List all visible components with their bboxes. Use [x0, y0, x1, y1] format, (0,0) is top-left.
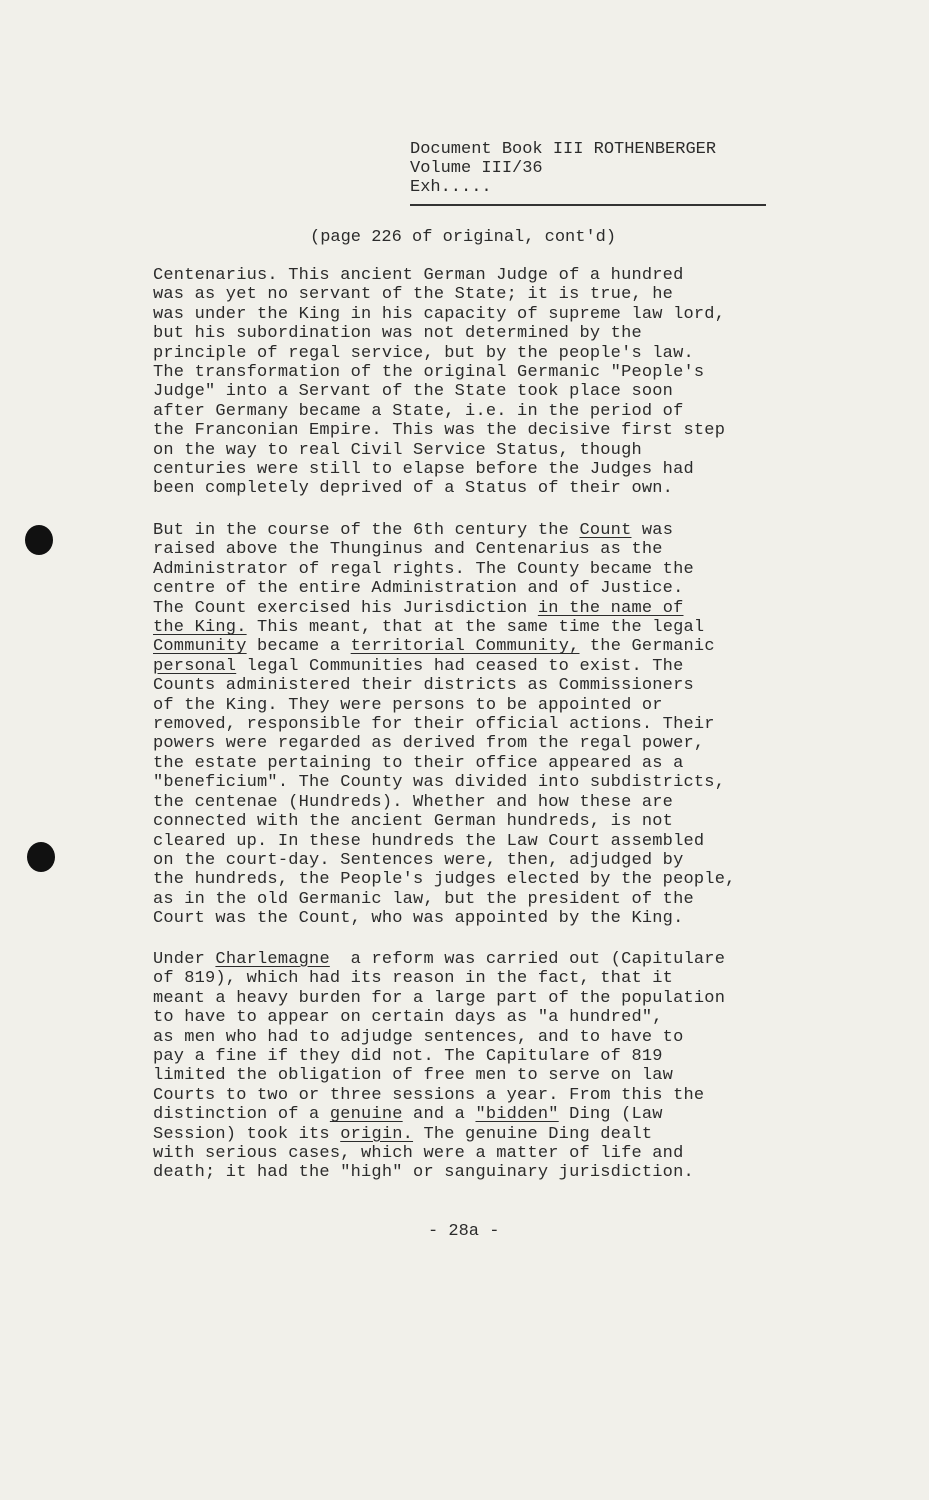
text-line: connected with the ancient German hundreds, is not: [153, 812, 674, 832]
underlined-text: Count: [579, 521, 632, 540]
text-line: the hundreds, the People's judges elected by the people,: [153, 870, 736, 890]
text-line: powers were regarded as derived from the regal power,: [153, 734, 705, 754]
text-line: was as yet no servant of the State; it is true, he: [153, 285, 674, 305]
underlined-text: territorial Community,: [350, 637, 580, 657]
header-line: Exh.....: [410, 178, 492, 197]
header-line: Volume III/36: [410, 159, 543, 178]
text-line: the Franconian Empire. This was the decisive first step: [153, 421, 726, 441]
text-line: Counts administered their districts as Commissioners: [153, 676, 694, 696]
punch-hole: [27, 842, 55, 872]
paragraph-1: [153, 266, 725, 499]
text-line: pay a fine if they did not. The Capitulare of 819: [153, 1047, 663, 1067]
text-line: Court was the Count, who was appointed by the King.: [153, 909, 684, 929]
text-line: meant a heavy burden for a large part of the population: [153, 988, 726, 1008]
underlined-text: "bidden": [475, 1105, 559, 1125]
underlined-text: Community: [153, 637, 247, 657]
text-line: Courts to two or three sessions a year. From this the: [153, 1085, 705, 1105]
underlined-text: origin.: [340, 1124, 414, 1144]
text-line: Centenarius. This ancient German Judge of a hundred: [153, 266, 684, 285]
text-run: The Count exercised his Jurisdiction: [153, 598, 538, 618]
text-line: on the way to real Civil Service Status, though: [153, 440, 642, 460]
text-line: with serious cases, which were a matter of life and: [153, 1144, 684, 1164]
header-line: Document Book III ROTHENBERGER: [410, 140, 717, 159]
text-line: the centenae (Hundreds). Whether and how these are: [153, 792, 674, 812]
header-divider: [410, 204, 766, 206]
text-run: The genuine Ding dealt: [413, 1124, 653, 1144]
text-run: Session) took its: [153, 1124, 341, 1144]
underlined-text: Charlemagne: [215, 950, 330, 969]
text-line: was under the King in his capacity of supreme law lord,: [153, 304, 726, 324]
text-line: centuries were still to elapse before the Judges had: [153, 460, 694, 480]
text-line: but his subordination was not determined by the: [153, 324, 642, 344]
text-run: was: [631, 521, 674, 540]
text-line: cleared up. In these hundreds the Law Court assembled: [153, 831, 705, 851]
paragraph-3: [153, 950, 725, 1183]
text-run: This meant, that at the same time the legal: [246, 618, 705, 638]
text-line: principle of regal service, but by the people's law.: [153, 343, 694, 363]
text-line: raised above the Thunginus and Centenarius as the: [153, 540, 663, 560]
text-run: and a: [402, 1105, 476, 1125]
text-line: Administrator of regal rights. The County became the: [153, 559, 694, 579]
text-line: Judge" into a Servant of the State took place soon: [153, 382, 674, 402]
text-line: The transformation of the original Germanic "People's: [153, 363, 705, 383]
text-line: removed, responsible for their official actions. Their: [153, 715, 715, 735]
text-line: to have to appear on certain days as "a hundred",: [153, 1008, 663, 1028]
text-line: after Germany became a State, i.e. in the period of: [153, 401, 684, 421]
underlined-text: the King.: [153, 618, 247, 638]
text-line: limited the obligation of free men to serve on law: [153, 1066, 674, 1086]
page-number: - 28a -: [428, 1222, 500, 1241]
text-run: the Germanic: [579, 637, 715, 657]
text-line: the estate pertaining to their office appeared as a: [153, 753, 684, 773]
underlined-text: personal: [153, 656, 237, 676]
document-header: [410, 140, 716, 197]
underlined-text: in the name of: [537, 598, 684, 618]
paragraph-2: [153, 521, 736, 929]
text-run: Under: [153, 950, 216, 969]
text-line: on the court-day. Sentences were, then, adjudged by: [153, 850, 684, 870]
text-run: Ding (Law: [558, 1105, 663, 1125]
text-run: a reform was carried out (Capitulare: [329, 950, 726, 969]
text-line: as in the old Germanic law, but the president of the: [153, 889, 694, 909]
text-line: death; it had the "high" or sanguinary jurisdiction.: [153, 1163, 694, 1183]
text-run: legal Communities had ceased to exist. The: [236, 656, 684, 676]
text-line: "beneficium". The County was divided into subdistricts,: [153, 773, 726, 793]
page-reference: (page 226 of original, cont'd): [310, 228, 617, 247]
text-line: been completely deprived of a Status of their own.: [153, 479, 674, 499]
text-run: became a: [246, 637, 351, 657]
text-line: as men who had to adjudge sentences, and to have to: [153, 1027, 684, 1047]
text-run: But in the course of the 6th century the: [153, 521, 580, 540]
text-line: of the King. They were persons to be appointed or: [153, 695, 663, 715]
text-line: of 819), which had its reason in the fact, that it: [153, 969, 674, 989]
punch-hole: [25, 525, 53, 555]
text-line: centre of the entire Administration and of Justice.: [153, 579, 684, 599]
underlined-text: genuine: [329, 1105, 403, 1125]
text-run: distinction of a: [153, 1105, 330, 1125]
